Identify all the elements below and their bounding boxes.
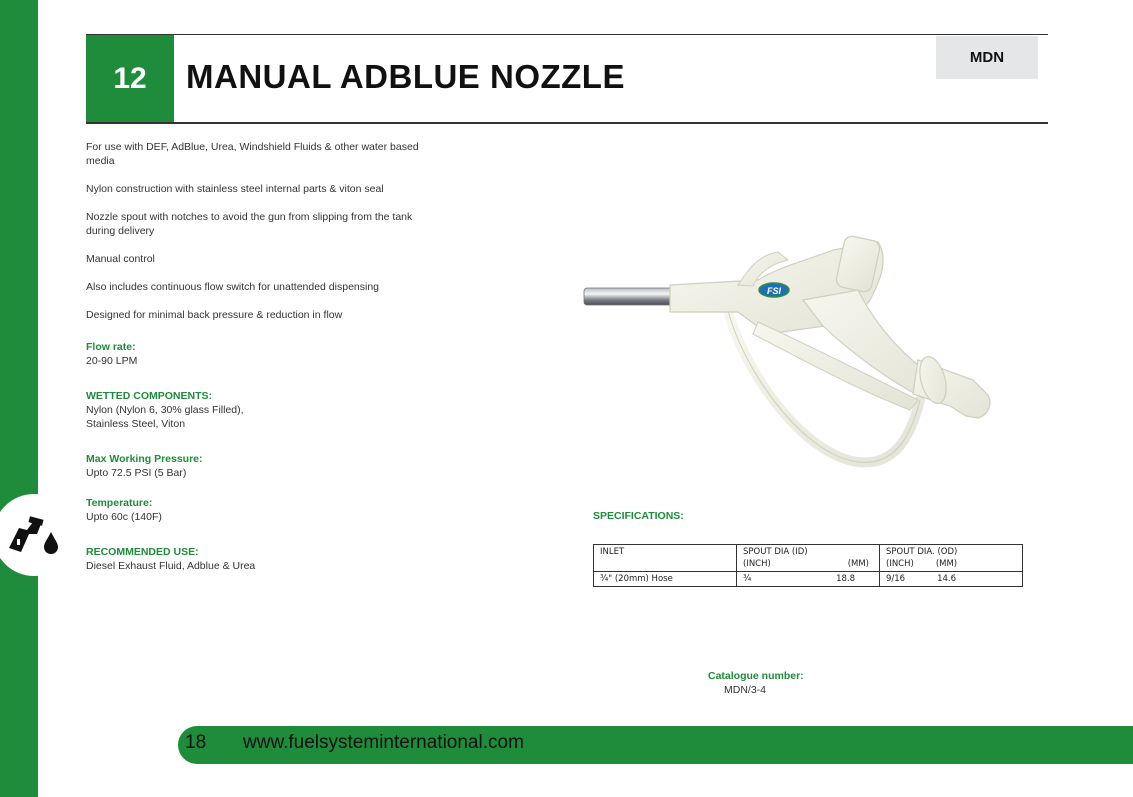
feature-item: Manual control xyxy=(86,253,155,265)
spout-od-mm-unit: (MM) xyxy=(935,559,958,569)
page-number: 18 xyxy=(185,732,207,753)
table-row xyxy=(594,572,1023,587)
spout-od-values xyxy=(880,572,1023,587)
spout-od-header: SPOUT DIA. (OD) xyxy=(886,547,958,557)
feature-item: Nozzle spout with notches to avoid the gun from slipping from the tank during delivery xyxy=(86,211,413,237)
inlet-header: INLET xyxy=(600,547,625,557)
spout-id-mm-value: 18.8 xyxy=(836,574,855,584)
spout-id-mm-unit: (MM) xyxy=(847,559,869,569)
wetted-components-label: WETTED COMPONENTS: xyxy=(86,390,212,402)
fsi-logo: FSI xyxy=(766,286,782,296)
wetted-components-block xyxy=(86,389,244,431)
recommended-use-label: RECOMMENDED USE: xyxy=(86,546,199,558)
spout-od-inch-unit: (INCH) xyxy=(886,559,914,569)
temperature-value: Upto 60c (140F) xyxy=(86,511,162,523)
product-code-badge: MDN xyxy=(936,36,1038,79)
inlet-value: ¾" (20mm) Hose xyxy=(594,572,737,587)
left-accent-bar xyxy=(0,0,38,797)
specifications-title: SPECIFICATIONS: xyxy=(593,510,684,522)
spout-od-mm-value: 14.6 xyxy=(937,574,957,584)
catalogue-label: Catalogue number: xyxy=(708,670,804,682)
recommended-use-block xyxy=(86,545,255,573)
section-number: 12 xyxy=(86,35,174,122)
flow-rate-value: 20-90 LPM xyxy=(86,355,138,367)
feature-item: For use with DEF, AdBlue, Urea, Windshield Fluids & other water based media xyxy=(86,141,419,167)
website-link[interactable]: www.fuelsysteminternational.com xyxy=(243,732,524,753)
max-pressure-value: Upto 72.5 PSI (5 Bar) xyxy=(86,467,187,479)
spout-od-header-cell xyxy=(880,545,1023,572)
feature-item: Also includes continuous flow switch for unattended dispensing xyxy=(86,281,380,293)
inlet-header-cell xyxy=(594,545,737,572)
adblue-nozzle-illustration xyxy=(578,230,1018,475)
feature-item: Designed for minimal back pressure & reduction in flow xyxy=(86,309,343,321)
spout-id-inch-value: ¾ xyxy=(743,574,752,584)
catalogue-number: MDN/3-4 xyxy=(724,684,767,696)
feature-list xyxy=(86,140,431,336)
header-top-rule xyxy=(86,34,1048,35)
recommended-use-value: Diesel Exhaust Fluid, Adblue & Urea xyxy=(86,560,256,572)
fuel-nozzle-icon-badge xyxy=(0,494,75,576)
flow-rate-block xyxy=(86,340,137,368)
wetted-components-line: Nylon (Nylon 6, 30% glass Filled), xyxy=(86,404,244,416)
table-header-row xyxy=(594,545,1023,572)
feature-item: Nylon construction with stainless steel internal parts & viton seal xyxy=(86,183,384,195)
fuel-nozzle-drop-icon xyxy=(7,512,59,556)
spout-id-values xyxy=(737,572,880,587)
max-pressure-block xyxy=(86,452,203,480)
temperature-block xyxy=(86,496,162,524)
header-bottom-rule xyxy=(86,122,1048,124)
max-pressure-label: Max Working Pressure: xyxy=(86,453,203,465)
spout-id-inch-unit: (INCH) xyxy=(743,559,771,569)
flow-rate-label: Flow rate: xyxy=(86,341,136,353)
page-title: MANUAL ADBLUE NOZZLE xyxy=(186,58,625,95)
specifications-table xyxy=(593,544,1023,587)
temperature-label: Temperature: xyxy=(86,497,153,509)
spout-od-inch-value: 9/16 xyxy=(886,574,906,584)
spout-id-header: SPOUT DIA (ID) xyxy=(743,547,808,557)
wetted-components-line: Stainless Steel, Viton xyxy=(86,418,186,430)
product-image xyxy=(578,230,1018,480)
spout-id-header-cell xyxy=(737,545,880,572)
